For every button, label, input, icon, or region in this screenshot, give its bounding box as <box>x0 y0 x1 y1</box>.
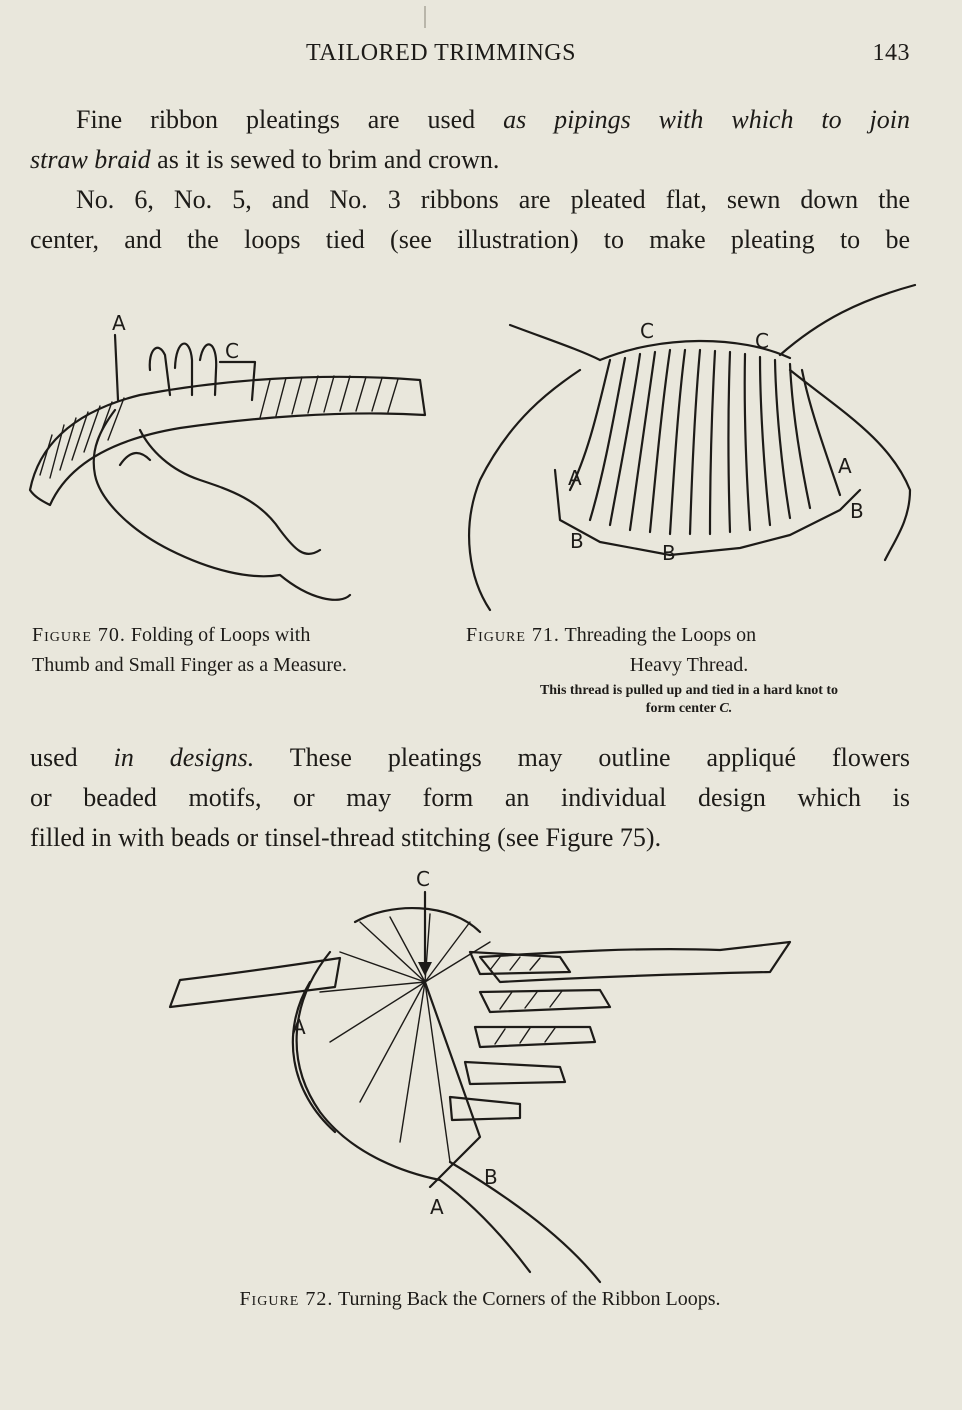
caption-text: Threading the Loops on <box>559 624 757 646</box>
figure-71-label: C <box>640 319 654 343</box>
paragraph-line <box>30 140 910 180</box>
figure-70-label: A <box>112 311 126 335</box>
paragraph-line <box>30 100 910 140</box>
figure-72-label: B <box>484 1165 498 1189</box>
figure-number: Figure 72. <box>239 1288 334 1310</box>
caption-text: Turning Back the Corners of the Ribbon Loops. <box>333 1288 721 1310</box>
figure-70-illustration <box>20 300 440 610</box>
figure-71-label: A <box>568 466 582 490</box>
running-head <box>30 40 910 72</box>
note-italic: C. <box>719 701 733 716</box>
figure-72-caption <box>100 1284 860 1314</box>
figure-72-label: C <box>416 867 430 891</box>
caption-line: Heavy Thread. <box>629 654 749 676</box>
paragraph-line <box>30 738 910 778</box>
page-number: 143 <box>872 40 910 66</box>
italic-run: as pipings with which to join <box>503 105 910 134</box>
paragraph-line: No. 6, No. 5, and No. 3 ribbons are pleated flat, sewn down the <box>76 185 910 214</box>
figure-72-label: A <box>292 1015 306 1039</box>
figure-71-label: A <box>838 454 852 478</box>
caption-text: Folding of Loops with <box>125 624 311 646</box>
paragraph-line: filled in with beads or tinsel-thread stitching (see Figure 75). <box>30 823 662 852</box>
running-title: TAILORED TRIMMINGS <box>306 40 576 66</box>
caption-line <box>32 620 432 650</box>
paragraph-line: center, and the loops tied (see illustration) to make pleating to be <box>30 225 910 254</box>
gutter-mark <box>424 6 426 28</box>
figure-71-label: B <box>570 529 584 553</box>
figure-70-caption <box>32 620 432 680</box>
paragraph-3 <box>30 738 910 858</box>
text-run: Fine ribbon pleatings are used <box>76 105 504 134</box>
note-text: form center <box>645 701 720 716</box>
paragraph-2 <box>30 180 910 260</box>
figure-number: Figure 70. <box>32 624 126 646</box>
caption-line: Thumb and Small Finger as a Measure. <box>32 654 347 676</box>
text-run: These pleatings may outline appliqué flowers <box>254 743 910 772</box>
figure-number: Figure 71. <box>466 624 560 646</box>
note-line: This thread is pulled up and tied in a hard knot to <box>539 683 839 698</box>
figure-71-label: C <box>755 329 769 353</box>
paragraph-line: or beaded motifs, or may form an individual design which is <box>30 783 910 812</box>
paragraph-1 <box>30 100 910 180</box>
figure-71-illustration <box>440 280 920 610</box>
figure-72-label: A <box>430 1195 444 1219</box>
text-run: used <box>30 743 114 772</box>
figure-71-note <box>466 682 912 718</box>
italic-run: in designs. <box>113 743 255 772</box>
note-line <box>466 700 912 718</box>
figure-71-label: B <box>850 499 864 523</box>
figure-72-illustration <box>160 862 800 1282</box>
italic-run: straw braid <box>30 145 151 174</box>
caption-line <box>466 620 912 650</box>
figure-71-caption <box>466 620 912 680</box>
figure-70-label: C <box>225 339 239 363</box>
text-run: as it is sewed to brim and crown. <box>150 145 500 174</box>
figure-71-label: B <box>662 541 676 565</box>
